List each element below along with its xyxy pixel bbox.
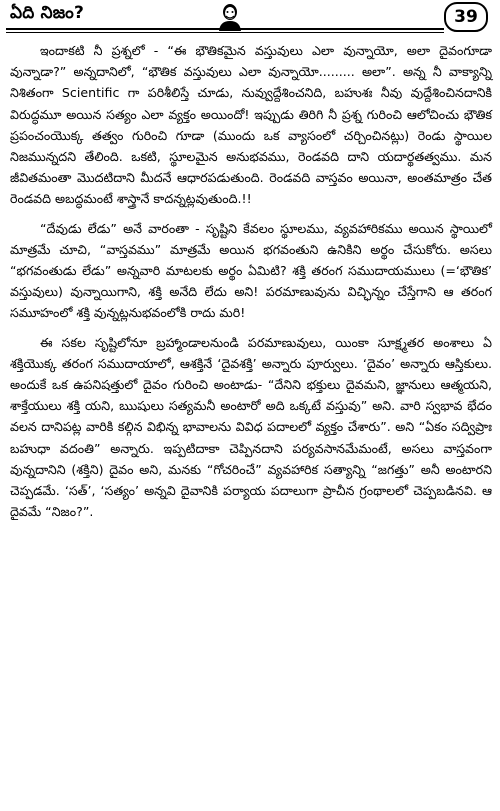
running-title: ఏది నిజం? — [10, 3, 85, 23]
header-rule — [6, 28, 444, 30]
paragraph: “దేవుడు లేడు” అనే వారంతా - సృష్టిని కేవలం స్థూలము, వ్యవహారికము అయిన స్థాయిలో మాత్రమే చూచి, “వాస్తవము” మాత్రమే అయిన భగవంతుని ఉనికిని అర్థం చేసుకోరు. అసలు “భగవంతుడు లేడు” అన్నవారి మాటలకు అర్థం ఏమిటి? శక్తి తరంగ సముదాయములు (=‘భౌతిక’ వస్తువులు) వున్నాయిగాని, శక్తి అనేది లేదు అని! పరమాణువును విచ్ఛిన్నం చేస్తేగాని ఆ తరంగ సమూహంలో శక్తి వున్నట్లనుభవంలోకి రాదు మరి! — [10, 220, 492, 321]
header-rule-thin — [6, 32, 444, 33]
paragraph: ఇందాకటి నీ ప్రశ్నలో - “ఈ భౌతికమైన వస్తువులు ఎలా వున్నాయో, అలా దైవంగూడా వున్నాడా?” అన్నదానిలో, “భౌతిక వస్తువులు ఎలా వున్నాయో......... అలా”. అన్న నీ వాక్యాన్ని నిశితంగా Scientific గా పరిశీలిస్తే చూడు, నువ్వుద్దేశించనిది, బహుశః నీవు వుద్దేశించినదానికి విరుద్ధమూ అయిన సత్యం ఎలా వ్యక్తం అయిందో! ఇప్పుడు తిరిగి నీ ప్రశ్న గురించి ఆలోచించు భౌతిక ప్రపంచంయొక్క తత్వం గురించి గూడా (ముందు ఒక వ్యాసంలో చర్చించినట్లు) రెండు స్థాయిల నిజమున్నదని తేలింది. ఒకటి, స్థూలమైన అనుభవము, రెండవది దాని యదార్థతత్వము. మన జీవితమంతా మొదటిదాని మీదనే ఆధారపడుతుంది. రెండవది వాస్తవం అయినా, అంతమాత్రం చేత రెండవది అబద్ధమంటే శాస్త్రానే కాదన్నట్లవుతుంది.!! — [10, 43, 492, 207]
page-number: 39 — [444, 2, 488, 32]
page-body — [10, 40, 492, 522]
author-portrait-icon — [216, 1, 244, 31]
paragraph: ఈ సకల సృష్టిలోనూ బ్రహ్మాండాలనుండి పరమాణువులు, యింకా సూక్ష్మతర అంశాలు ఏ శక్తియొక్క తరంగ సముదాయాలో, ఆశక్తినే ‘దైవశక్తి’ అన్నారు పూర్వులు. ‘దైవం’ అన్నారు ఆస్తికులు. అందుకే ఒక ఉపనిషత్తులో దైవం గురించి అంటాడు- “దేనిని భక్తులు దైవమని, జ్ఞానులు ఆత్మయని, శాక్తేయులు శక్తి యని, ఋషులు సత్యమనీ అంటారో అది ఒక్కటే వస్తువు” అని. వారి స్వభావ భేదం వలన దానిపట్ల వారికి కల్గిన విభిన్న భావాలను వివిధ పదాలలో వ్యక్తం చేశారు”. అని “ఏకం సద్విప్రాః బహుధా వదంతి” అన్నారు. ఇప్పటిదాకా చెప్పినదాని పర్యవసానమేమంటే, అసలు వాస్తవంగా వున్నదానిని (శక్తిని) దైవం అని, మనకు “గోచరించే” వ్యవహారిక సత్యాన్ని “జగత్తు” అనీ అంటారని చెప్పడమే. ‘సత్’, ‘సత్యం’ అన్నవి దైవానికి పర్యాయ పదాలుగా ప్రాచీన గ్రంథాలలో చెప్పబడినవి. ఆ దైవమే “నిజం?”. — [10, 334, 493, 520]
page-header — [6, 0, 494, 34]
